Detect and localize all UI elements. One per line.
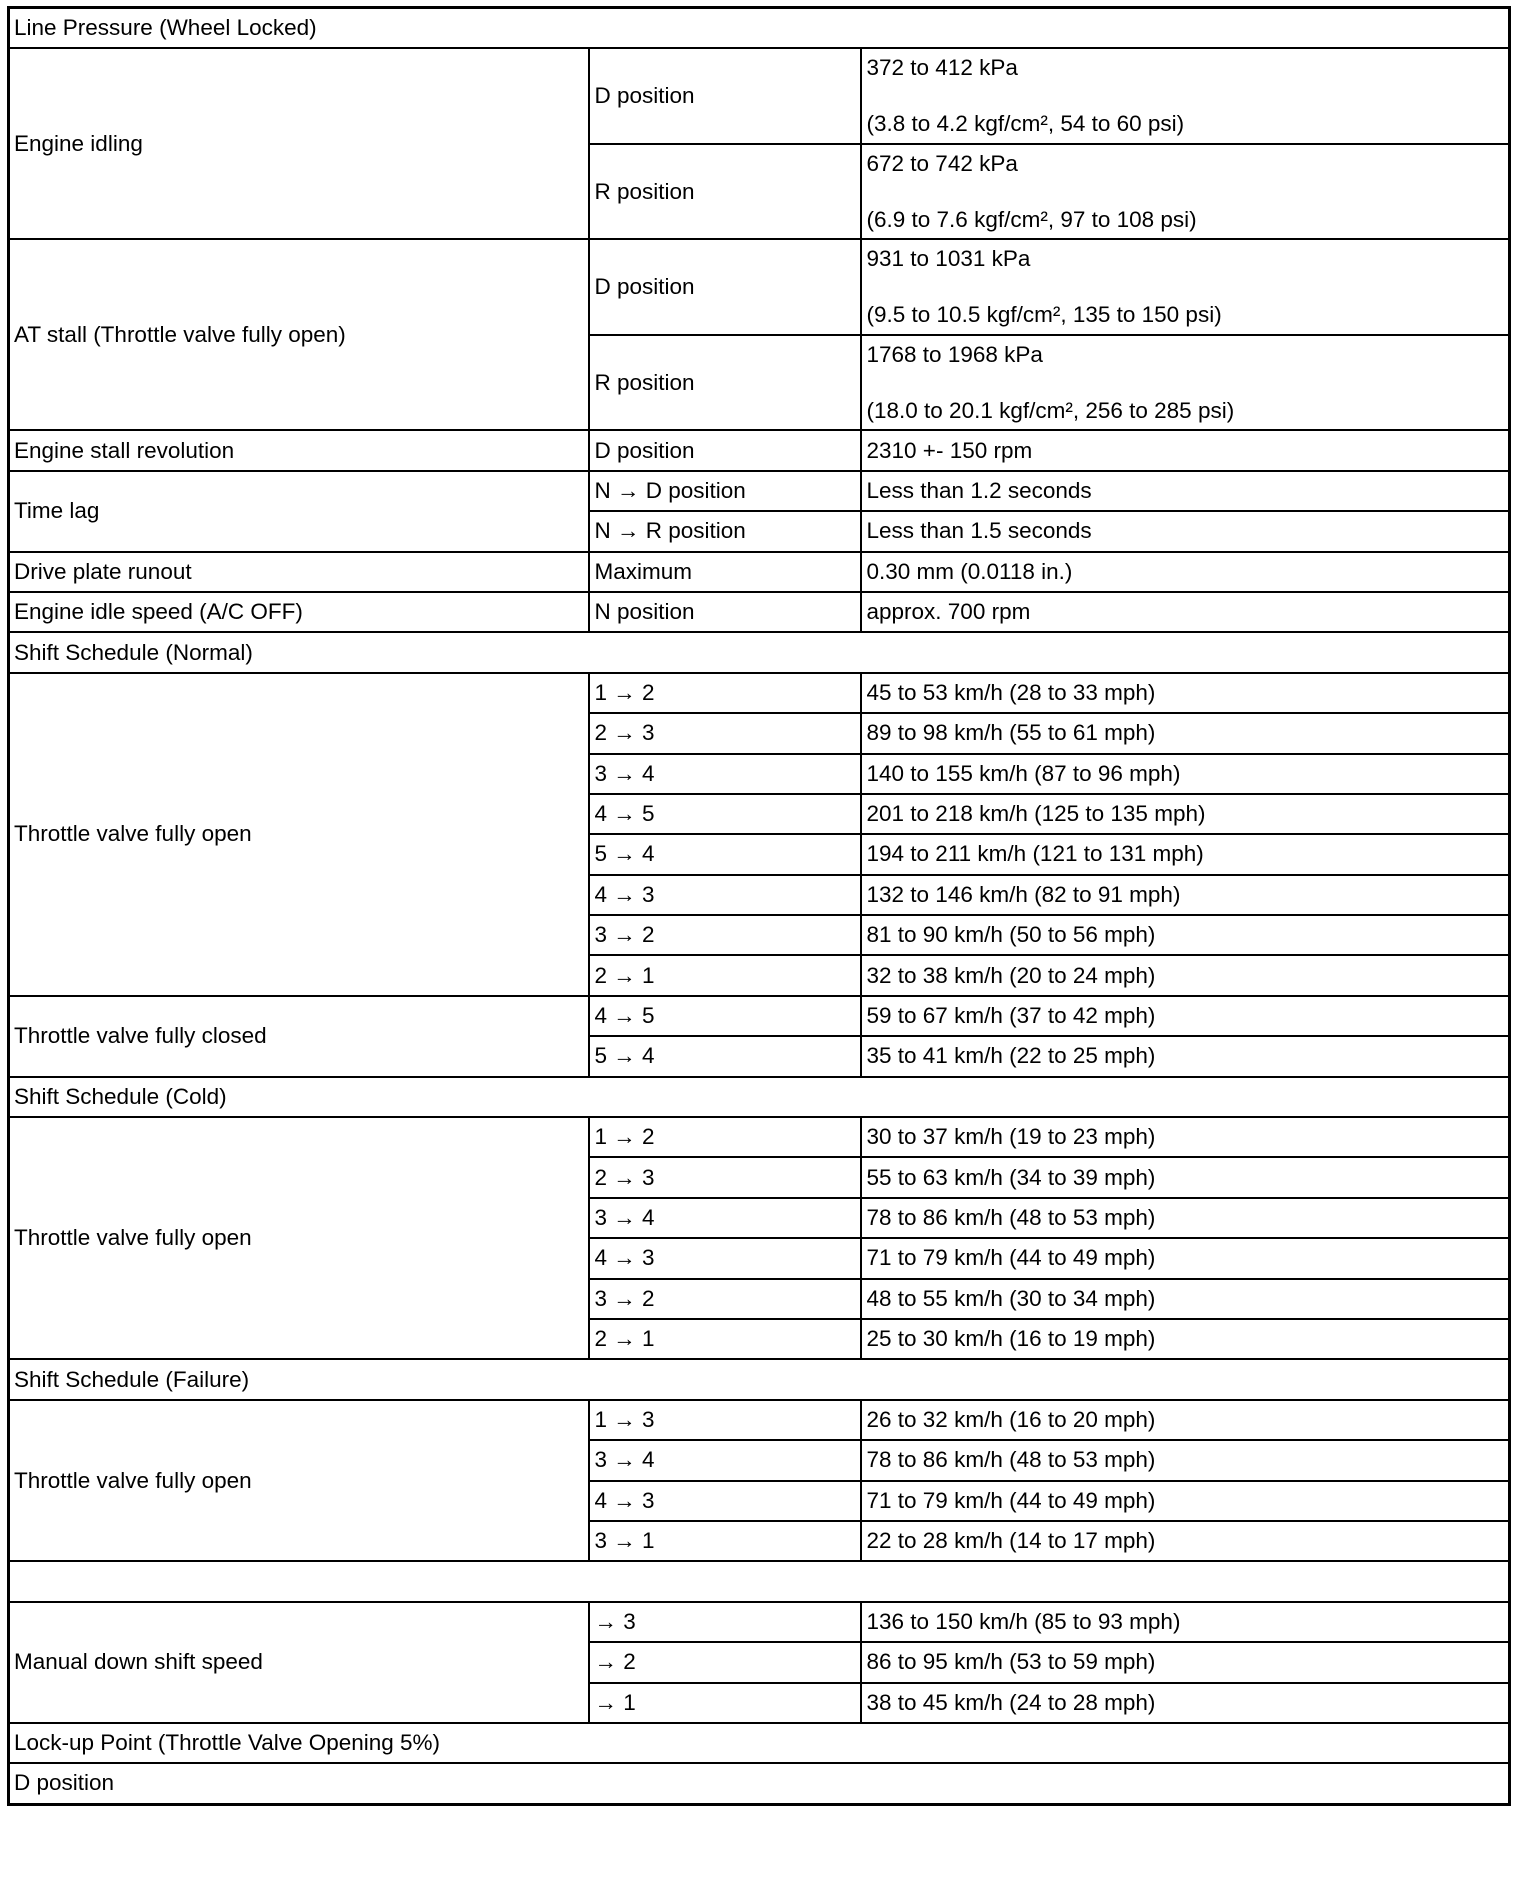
value-cell: 71 to 79 km/h (44 to 49 mph) — [861, 1238, 1510, 1278]
table-row — [9, 592, 1510, 632]
condition-cell: 3 → 2 — [589, 915, 861, 955]
row-label: Drive plate runout — [9, 552, 589, 592]
condition-cell: R position — [589, 335, 861, 431]
value-cell: 48 to 55 km/h (30 to 34 mph) — [861, 1279, 1510, 1319]
value-cell: Less than 1.2 seconds — [861, 471, 1510, 511]
table-row — [9, 673, 1510, 713]
condition-cell: 2 → 3 — [589, 1157, 861, 1197]
condition-cell: 1 → 2 — [589, 673, 861, 713]
section-header: Shift Schedule (Failure) — [9, 1359, 1510, 1399]
condition-cell: 5 → 4 — [589, 834, 861, 874]
row-label: Engine idling — [9, 48, 589, 239]
value-cell: 2310 +- 150 rpm — [861, 430, 1510, 470]
value-line: (9.5 to 10.5 kgf/cm², 135 to 150 psi) — [866, 302, 1222, 328]
condition-cell: 4 → 3 — [589, 1238, 861, 1278]
condition-cell: N → D position — [589, 471, 861, 511]
value-lines — [867, 342, 1509, 424]
condition-cell: 4 → 5 — [589, 794, 861, 834]
value-cell: 136 to 150 km/h (85 to 93 mph) — [861, 1602, 1510, 1642]
value-cell — [861, 239, 1510, 335]
condition-cell: 2 → 1 — [589, 955, 861, 995]
specification-table — [7, 6, 1511, 1806]
row-label: Throttle valve fully open — [9, 673, 589, 996]
value-line: (3.8 to 4.2 kgf/cm², 54 to 60 psi) — [866, 111, 1185, 137]
value-cell: 78 to 86 km/h (48 to 53 mph) — [861, 1198, 1510, 1238]
section-header: Shift Schedule (Cold) — [9, 1077, 1510, 1117]
section-header-row — [9, 1359, 1510, 1399]
value-cell: 25 to 30 km/h (16 to 19 mph) — [861, 1319, 1510, 1359]
table-row — [9, 471, 1510, 511]
value-line: (6.9 to 7.6 kgf/cm², 97 to 108 psi) — [866, 206, 1197, 232]
value-cell: 132 to 146 km/h (82 to 91 mph) — [861, 875, 1510, 915]
value-cell: 35 to 41 km/h (22 to 25 mph) — [861, 1036, 1510, 1076]
value-cell: 55 to 63 km/h (34 to 39 mph) — [861, 1157, 1510, 1197]
table-row — [9, 1400, 1510, 1440]
condition-cell: 4 → 3 — [589, 1481, 861, 1521]
table-row — [9, 552, 1510, 592]
section-header-row — [9, 1763, 1510, 1804]
condition-cell: D position — [589, 239, 861, 335]
table-row — [9, 1117, 1510, 1157]
condition-cell: D position — [589, 430, 861, 470]
condition-cell: N position — [589, 592, 861, 632]
value-cell: 59 to 67 km/h (37 to 42 mph) — [861, 996, 1510, 1036]
condition-cell: 1 → 2 — [589, 1117, 861, 1157]
value-lines — [867, 151, 1509, 233]
condition-cell: 2 → 3 — [589, 713, 861, 753]
value-cell: 38 to 45 km/h (24 to 28 mph) — [861, 1683, 1510, 1723]
section-header: D position — [9, 1763, 1510, 1804]
row-label: Throttle valve fully closed — [9, 996, 589, 1077]
section-header-row — [9, 1723, 1510, 1763]
value-line: 931 to 1031 kPa — [866, 246, 1031, 272]
section-header — [9, 1561, 1510, 1601]
specification-table-body — [9, 8, 1510, 1805]
table-row — [9, 430, 1510, 470]
value-cell: 201 to 218 km/h (125 to 135 mph) — [861, 794, 1510, 834]
value-cell: approx. 700 rpm — [861, 592, 1510, 632]
row-label: Manual down shift speed — [9, 1602, 589, 1723]
row-label: Time lag — [9, 471, 589, 552]
section-header: Lock-up Point (Throttle Valve Opening 5%) — [9, 1723, 1510, 1763]
table-row — [9, 1602, 1510, 1642]
value-cell: 26 to 32 km/h (16 to 20 mph) — [861, 1400, 1510, 1440]
condition-cell: 3 → 4 — [589, 754, 861, 794]
table-row — [9, 48, 1510, 144]
section-header-row — [9, 632, 1510, 672]
value-cell: 32 to 38 km/h (20 to 24 mph) — [861, 955, 1510, 995]
row-label: Engine idle speed (A/C OFF) — [9, 592, 589, 632]
value-cell: 71 to 79 km/h (44 to 49 mph) — [861, 1481, 1510, 1521]
condition-cell: 4 → 3 — [589, 875, 861, 915]
condition-cell: 3 → 1 — [589, 1521, 861, 1561]
value-line: (18.0 to 20.1 kgf/cm², 256 to 285 psi) — [866, 397, 1235, 423]
value-cell: 89 to 98 km/h (55 to 61 mph) — [861, 713, 1510, 753]
value-line: 372 to 412 kPa — [866, 55, 1018, 81]
condition-cell: → 3 — [589, 1602, 861, 1642]
condition-cell: N → R position — [589, 511, 861, 551]
condition-cell: 4 → 5 — [589, 996, 861, 1036]
value-cell: 78 to 86 km/h (48 to 53 mph) — [861, 1440, 1510, 1480]
row-label: AT stall (Throttle valve fully open) — [9, 239, 589, 430]
condition-cell: 3 → 4 — [589, 1440, 861, 1480]
value-lines — [867, 246, 1509, 328]
row-label: Engine stall revolution — [9, 430, 589, 470]
table-row — [9, 996, 1510, 1036]
row-label: Throttle valve fully open — [9, 1400, 589, 1562]
section-header: Line Pressure (Wheel Locked) — [9, 8, 1510, 49]
value-cell: 0.30 mm (0.0118 in.) — [861, 552, 1510, 592]
value-cell — [861, 335, 1510, 431]
value-cell — [861, 48, 1510, 144]
condition-cell: D position — [589, 48, 861, 144]
condition-cell: R position — [589, 144, 861, 240]
value-cell: 194 to 211 km/h (121 to 131 mph) — [861, 834, 1510, 874]
value-line: 1768 to 1968 kPa — [866, 341, 1043, 367]
value-cell: 140 to 155 km/h (87 to 96 mph) — [861, 754, 1510, 794]
value-cell: 81 to 90 km/h (50 to 56 mph) — [861, 915, 1510, 955]
value-cell: 45 to 53 km/h (28 to 33 mph) — [861, 673, 1510, 713]
value-cell: Less than 1.5 seconds — [861, 511, 1510, 551]
value-cell: 22 to 28 km/h (14 to 17 mph) — [861, 1521, 1510, 1561]
section-header-row — [9, 1077, 1510, 1117]
condition-cell: → 2 — [589, 1642, 861, 1682]
condition-cell: 3 → 2 — [589, 1279, 861, 1319]
value-line: 672 to 742 kPa — [866, 150, 1018, 176]
condition-cell: → 1 — [589, 1683, 861, 1723]
row-label: Throttle valve fully open — [9, 1117, 589, 1359]
value-cell: 86 to 95 km/h (53 to 59 mph) — [861, 1642, 1510, 1682]
value-cell: 30 to 37 km/h (19 to 23 mph) — [861, 1117, 1510, 1157]
value-lines — [867, 55, 1509, 137]
table-row — [9, 239, 1510, 335]
value-cell — [861, 144, 1510, 240]
condition-cell: Maximum — [589, 552, 861, 592]
condition-cell: 1 → 3 — [589, 1400, 861, 1440]
section-header: Shift Schedule (Normal) — [9, 632, 1510, 672]
section-header-row — [9, 1561, 1510, 1601]
condition-cell: 3 → 4 — [589, 1198, 861, 1238]
condition-cell: 2 → 1 — [589, 1319, 861, 1359]
condition-cell: 5 → 4 — [589, 1036, 861, 1076]
section-header-row — [9, 8, 1510, 49]
